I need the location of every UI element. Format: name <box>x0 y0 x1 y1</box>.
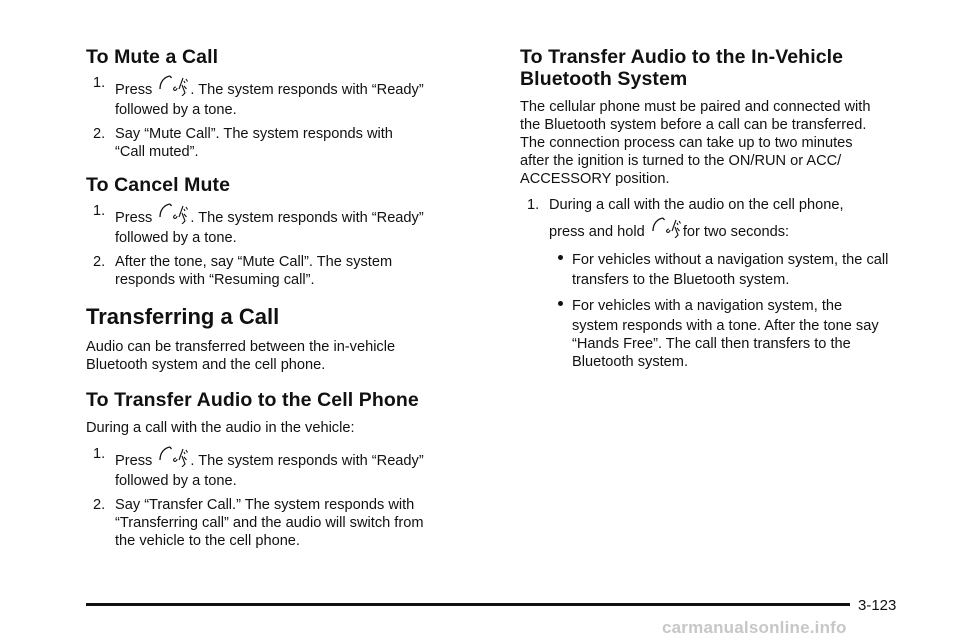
to-cell-step-2: 2. Say “Transfer Call.” The system responds with “Transferring call” and the audio will switch from the vehicle to the cell phone. <box>93 497 424 549</box>
cancel-steps <box>86 202 466 289</box>
push-to-talk-phone-icon <box>650 216 682 238</box>
push-to-talk-phone-icon <box>157 74 189 96</box>
navigation-bullets <box>549 249 910 371</box>
heading-transfer-to-vehicle: To Transfer Audio to the In-Vehicle Bluetooth System <box>520 46 844 90</box>
to-cell-steps <box>86 445 466 550</box>
heading-transferring-call: Transferring a Call <box>86 304 280 329</box>
heading-cancel-mute: To Cancel Mute <box>86 174 231 196</box>
mute-steps <box>86 74 466 161</box>
left-column <box>86 46 466 550</box>
mute-step-2: 2. Say “Mute Call”. The system responds with “Call muted”. <box>93 126 393 160</box>
bullet-dot <box>558 301 563 306</box>
to-vehicle-step-1: 1. During a call with the audio on the cell phone, press and hold for two seconds: For vehicles without a navigation system, the call transfers to the Bluetooth system. For vehicles with a navigation system, the system responds with a tone. After the tone say “Hands Free”. The call then transfers to the Bluetooth system. <box>520 196 910 371</box>
to-vehicle-steps <box>520 196 910 371</box>
cancel-step-1: 1. Press . The system responds with “Ready” followed by a tone. <box>93 203 424 246</box>
transfer-to-vehicle-paragraph: The cellular phone must be paired and connected with the Bluetooth system before a call can be transferred. The connection process can take up to two minutes after the ignition is turned to the ON/RUN or ACC/ ACCESSORY position. <box>520 99 871 187</box>
heading-transfer-to-cell: To Transfer Audio to the Cell Phone <box>86 389 419 411</box>
push-to-talk-phone-icon <box>157 202 189 224</box>
bullet-dot <box>558 255 563 260</box>
bullet-with-navigation: For vehicles with a navigation system, the system responds with a tone. After the tone say “Hands Free”. The call then transfers to the Bluetooth system. <box>549 295 910 371</box>
heading-mute-call: To Mute a Call <box>86 46 219 68</box>
right-column <box>520 46 910 371</box>
page-number: 3-123 <box>858 597 897 614</box>
mute-step-1: 1. Press . The system responds with “Ready” followed by a tone. <box>93 75 424 118</box>
to-cell-step-1: 1. Press . The system responds with “Ready” followed by a tone. <box>93 446 424 489</box>
push-to-talk-phone-icon <box>157 445 189 467</box>
transferring-paragraph: Audio can be transferred between the in-vehicle Bluetooth system and the cell phone. <box>86 339 396 373</box>
bullet-no-navigation: For vehicles without a navigation system, the call transfers to the Bluetooth system. <box>549 249 910 289</box>
watermark: carmanualsonline.info <box>662 618 847 637</box>
footer-rule <box>86 603 850 606</box>
transfer-to-cell-intro: During a call with the audio in the vehicle: <box>86 420 355 436</box>
cancel-step-2: 2. After the tone, say “Mute Call”. The system responds with “Resuming call”. <box>93 254 393 288</box>
